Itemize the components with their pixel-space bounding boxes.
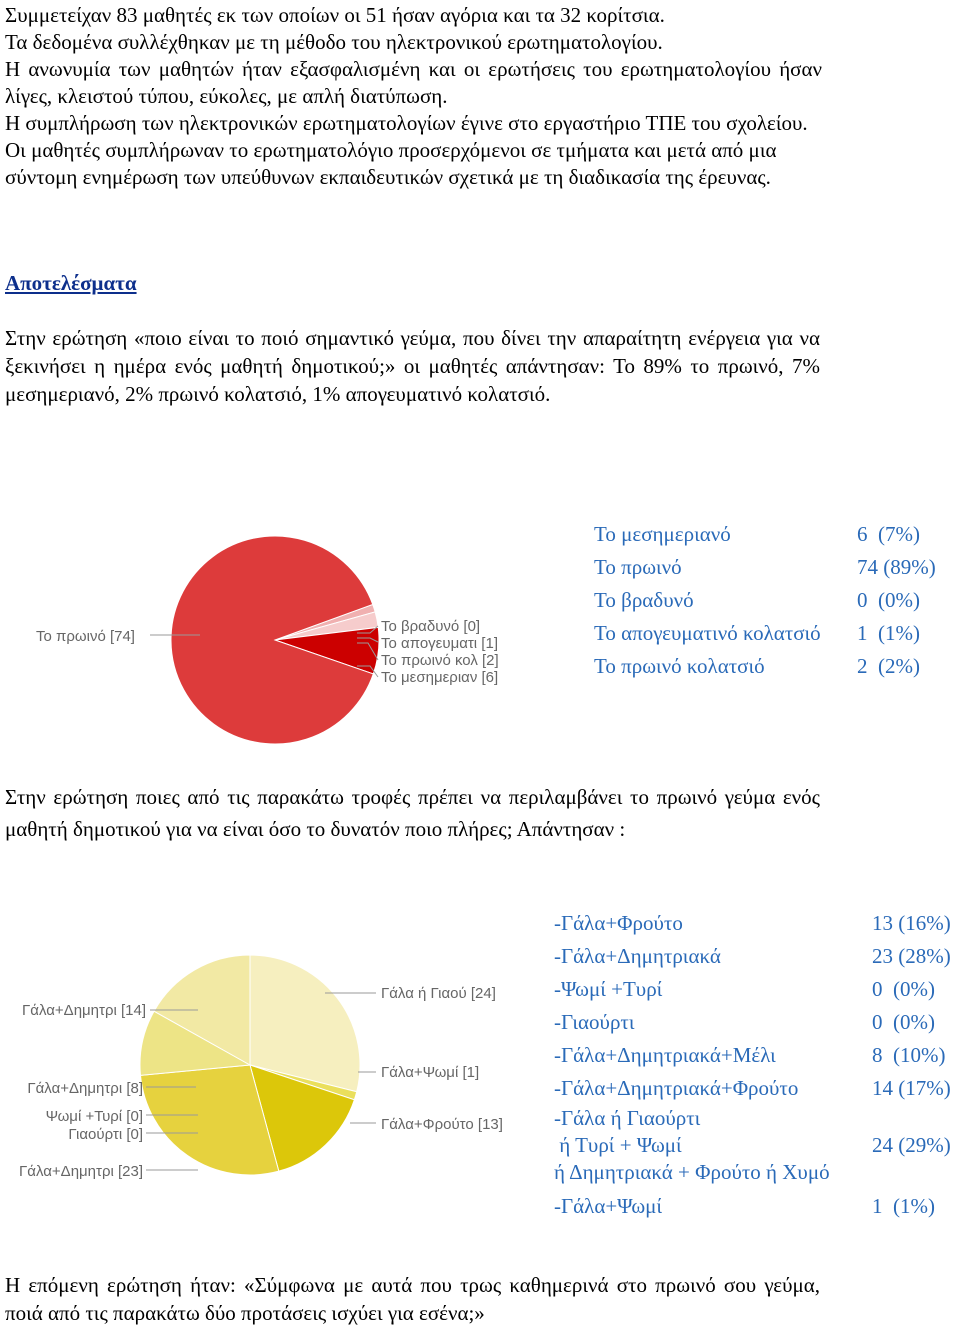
legend2-value: 1 (1%) <box>872 1194 935 1218</box>
legend2-label: -Γάλα+Δημητριακά <box>554 944 721 968</box>
legend2-value: 0 (0%) <box>872 1010 935 1034</box>
pie2-label-milk-or-yogurt: Γάλα ή Γιαού [24] <box>381 985 496 1002</box>
legend1-label: Το πρωινό κολατσιό <box>594 654 765 678</box>
question2-paragraph: Στην ερώτηση ποιες από τις παρακάτω τροφές πρέπει να περιλαμβάνει το πρωινό γεύμα ενός μαθητή δημοτικού για να είναι όσο το δυνατόν ποιο πλήρες; Απάντησαν : <box>5 785 820 841</box>
legend2-row <box>554 1072 951 1105</box>
legend1-label: Το βραδυνό <box>594 588 694 612</box>
meal-legend <box>594 518 936 683</box>
pie1-label-lunch: Το μεσημεριαν [6] <box>381 669 499 686</box>
pie1-label-dinner: Το βραδυνό [0] <box>381 618 481 635</box>
intro-line-method: Τα δεδομένα συλλέχθηκαν με τη μέθοδο του ηλεκτρονικού ερωτηματολογίου. <box>5 30 663 54</box>
legend2-value: 14 (17%) <box>872 1076 951 1100</box>
intro-line-procedure: Οι μαθητές συμπλήρωναν το ερωτηματολόγιο προσερχόμενοι σε τμήματα και μετά από μια σύντομη ενημέρωση των υπεύθυνων εκπαιδευτικών σχετικά με τη διαδικασία της έρευνας. <box>5 138 777 189</box>
legend1-value: 1 (1%) <box>857 621 920 645</box>
legend1-label: Το πρωινό <box>594 555 682 579</box>
legend2-row <box>554 940 951 973</box>
breakfast-food-pie-chart <box>0 940 560 1190</box>
intro-line-lab: Η συμπλήρωση των ηλεκτρονικών ερωτηματολογίων έγινε στο εργαστήριο ΤΠΕ του σχολείου. <box>5 111 808 135</box>
legend2-label: -Ψωμί +Τυρί <box>554 977 663 1001</box>
legend2-row <box>554 1039 951 1072</box>
legend2-value: 24 (29%) <box>872 1133 951 1157</box>
intro-text <box>5 2 822 191</box>
question3-paragraph: Η επόμενη ερώτηση ήταν: «Σύμφωνα με αυτά που τρως καθημερινά στο πρωινό σου γεύμα, ποιά από τις παρακάτω δύο προτάσεις ισχύει για εσένα;» <box>5 1273 820 1325</box>
pie2-label-milk-cereal-honey: Γάλα+Δημητρι [8] <box>27 1080 143 1097</box>
legend1-row <box>594 584 936 617</box>
legend2-row <box>554 907 951 940</box>
results-heading: Αποτελέσματα <box>5 271 137 295</box>
pie2-label-milk-cereal-fruit: Γάλα+Δημητρι [14] <box>22 1002 146 1019</box>
legend2-row-multiline <box>554 1105 951 1186</box>
legend1-row <box>594 617 936 650</box>
legend2-label: -Γιαούρτι <box>554 1010 635 1034</box>
legend2-label-line: -Γάλα ή Γιαούρτι <box>554 1106 701 1130</box>
legend2-label: -Γάλα+Δημητριακά+Μέλι <box>554 1043 776 1067</box>
legend2-value: 13 (16%) <box>872 911 951 935</box>
intro-line-anonymity: Η ανωνυμία των μαθητών ήταν εξασφαλισμένη και οι ερωτήσεις του ερωτηματολογίου ήσαν λίγες, κλειστού τύπου, εύκολες, με απλή διατύπωση. <box>5 57 822 108</box>
meal-pie-chart <box>0 520 560 760</box>
pie2-label-milk-cereal: Γάλα+Δημητρι [23] <box>19 1163 143 1180</box>
question1-paragraph: Στην ερώτηση «ποιο είναι το ποιό σημαντικό γεύμα, που δίνει την απαραίτητη ενέργεια για να ξεκινήσει η ημέρα ενός μαθητή δημοτικού;» οι μαθητές απάντησαν: Το 89% το πρωινό, 7% μεσημεριανό, 2% πρωινό κολατσιό, 1% απογευματινό κολατσιό. <box>5 326 820 406</box>
intro-line-participants: Συμμετείχαν 83 μαθητές εκ των οποίων οι 51 ήσαν αγόρια και τα 32 κορίτσια. <box>5 3 665 27</box>
legend1-value: 6 (7%) <box>857 522 920 546</box>
legend1-value: 2 (2%) <box>857 654 920 678</box>
legend2-value: 0 (0%) <box>872 977 935 1001</box>
legend2-label-line: ή Δημητριακά + Φρούτο ή Χυμό <box>554 1160 830 1184</box>
legend2-value: 23 (28%) <box>872 944 951 968</box>
legend1-row <box>594 650 936 683</box>
legend1-label: Το μεσημεριανό <box>594 522 731 546</box>
legend2-row <box>554 1006 951 1039</box>
legend2-value: 8 (10%) <box>872 1043 946 1067</box>
legend1-row <box>594 518 936 551</box>
pie1-label-morning-snack: Το πρωινό κολ [2] <box>381 652 499 669</box>
pie1-label-breakfast: Το πρωινό [74] <box>36 628 135 645</box>
legend1-row <box>594 551 936 584</box>
pie1-label-afternoon: Το απογευματι [1] <box>381 635 498 652</box>
legend2-label: -Γάλα+Δημητριακά+Φρούτο <box>554 1076 799 1100</box>
pie2-label-milk-bread: Γάλα+Ψωμί [1] <box>381 1064 480 1081</box>
legend1-label: Το απογευματινό κολατσιό <box>594 621 821 645</box>
pie2-label-milk-fruit: Γάλα+Φρούτο [13] <box>381 1116 503 1133</box>
pie2-label-bread-cheese: Ψωμί +Τυρί [0] <box>45 1108 143 1125</box>
legend2-label-line: ή Τυρί + Ψωμί <box>554 1133 682 1157</box>
legend2-row <box>554 973 951 1006</box>
breakfast-food-legend <box>554 907 951 1223</box>
legend2-label: -Γάλα+Ψωμί <box>554 1194 663 1218</box>
legend2-row <box>554 1190 951 1223</box>
pie2-label-yogurt: Γιαούρτι [0] <box>68 1126 143 1143</box>
legend2-label: -Γάλα+Φρούτο <box>554 911 683 935</box>
legend1-value: 74 (89%) <box>857 555 936 579</box>
legend1-value: 0 (0%) <box>857 588 920 612</box>
